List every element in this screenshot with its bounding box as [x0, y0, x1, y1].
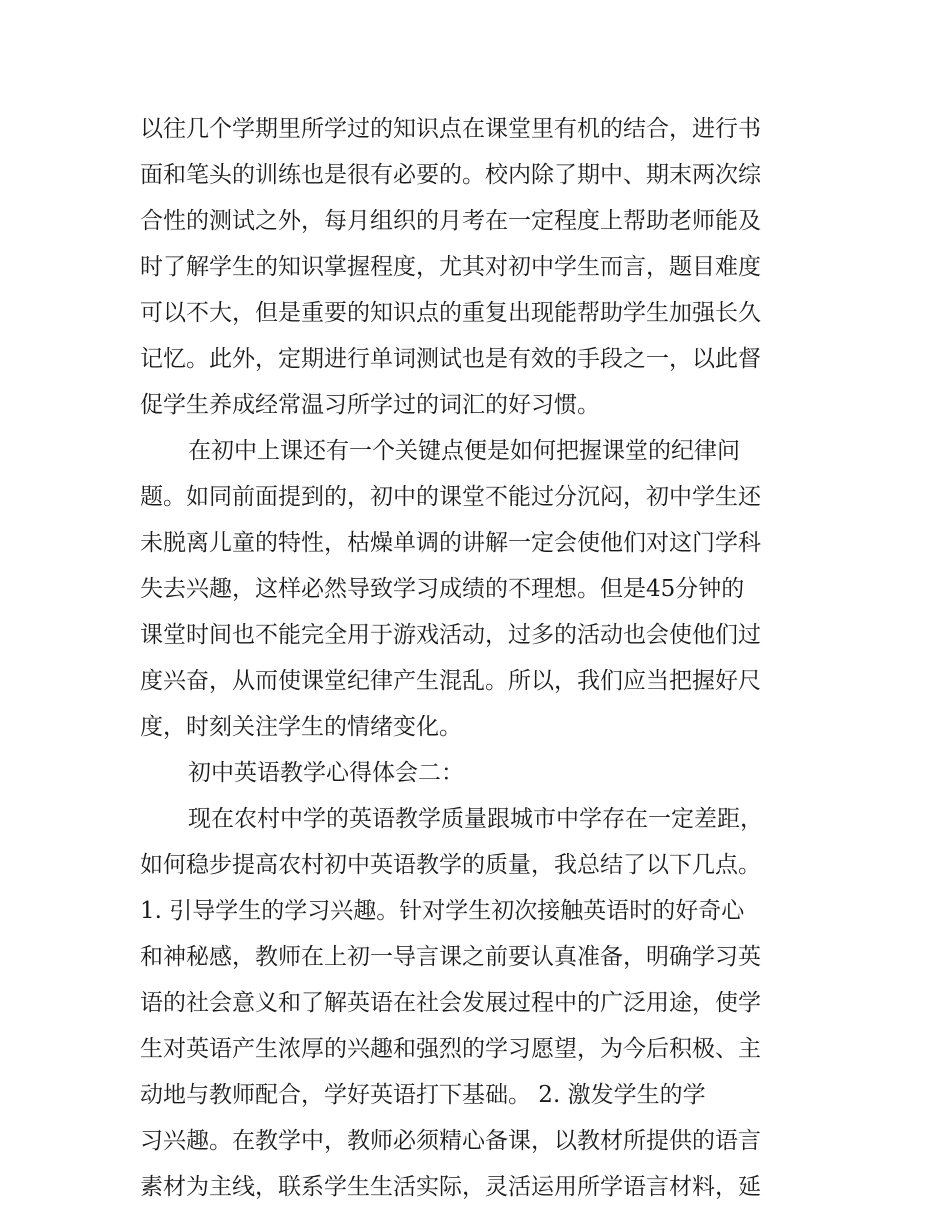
- text-line: 动地与教师配合，学好英语打下基础。 2. 激发学生的学: [140, 1082, 706, 1108]
- text-line: 习兴趣。在教学中，教师必须精心备课，以教材所提供的语言: [140, 1128, 761, 1154]
- text-line: 时了解学生的知识掌握程度，尤其对初中学生而言，题目难度: [140, 254, 761, 280]
- text-line: 题。如同前面提到的，初中的课堂不能过分沉闷，初中学生还: [140, 484, 761, 510]
- text-line: 促学生养成经常温习所学过的词汇的好习惯。: [140, 392, 600, 418]
- text-line: 语的社会意义和了解英语在社会发展过程中的广泛用途，使学: [140, 990, 761, 1016]
- text-line: 以往几个学期里所学过的知识点在课堂里有机的结合，进行书: [140, 116, 761, 142]
- text-line: 现在农村中学的英语教学质量跟城市中学存在一定差距，: [188, 806, 763, 832]
- text-line: 如何稳步提高农村初中英语教学的质量，我总结了以下几点。: [140, 852, 761, 878]
- text-line: 生对英语产生浓厚的兴趣和强烈的学习愿望，为今后积极、主: [140, 1036, 761, 1062]
- text-line: 初中英语教学心得体会二：: [188, 760, 464, 786]
- text-line: 和神秘感，教师在上初一导言课之前要认真准备，明确学习英: [140, 944, 761, 970]
- text-line: 失去兴趣，这样必然导致学习成绩的不理想。但是45分钟的: [140, 576, 745, 602]
- text-line: 1. 引导学生的学习兴趣。针对学生初次接触英语时的好奇心: [140, 898, 745, 924]
- text-line: 面和笔头的训练也是很有必要的。校内除了期中、期末两次综: [140, 162, 761, 188]
- text-line: 在初中上课还有一个关键点便是如何把握课堂的纪律问: [188, 438, 740, 464]
- text-line: 未脱离儿童的特性，枯燥单调的讲解一定会使他们对这门学科: [140, 530, 761, 556]
- text-line: 度兴奋，从而使课堂纪律产生混乱。所以，我们应当把握好尺: [140, 668, 761, 694]
- text-line: 合性的测试之外，每月组织的月考在一定程度上帮助老师能及: [140, 208, 761, 234]
- document-body: [140, 106, 820, 1210]
- text-line: 课堂时间也不能完全用于游戏活动，过多的活动也会使他们过: [140, 622, 761, 648]
- text-line: 素材为主线，联系学生生活实际，灵活运用所学语言材料，延: [140, 1174, 761, 1200]
- text-line: 可以不大，但是重要的知识点的重复出现能帮助学生加强长久: [140, 300, 761, 326]
- text-line: 度，时刻关注学生的情绪变化。: [140, 714, 462, 740]
- text-line: 记忆。此外，定期进行单词测试也是有效的手段之一，以此督: [140, 346, 761, 372]
